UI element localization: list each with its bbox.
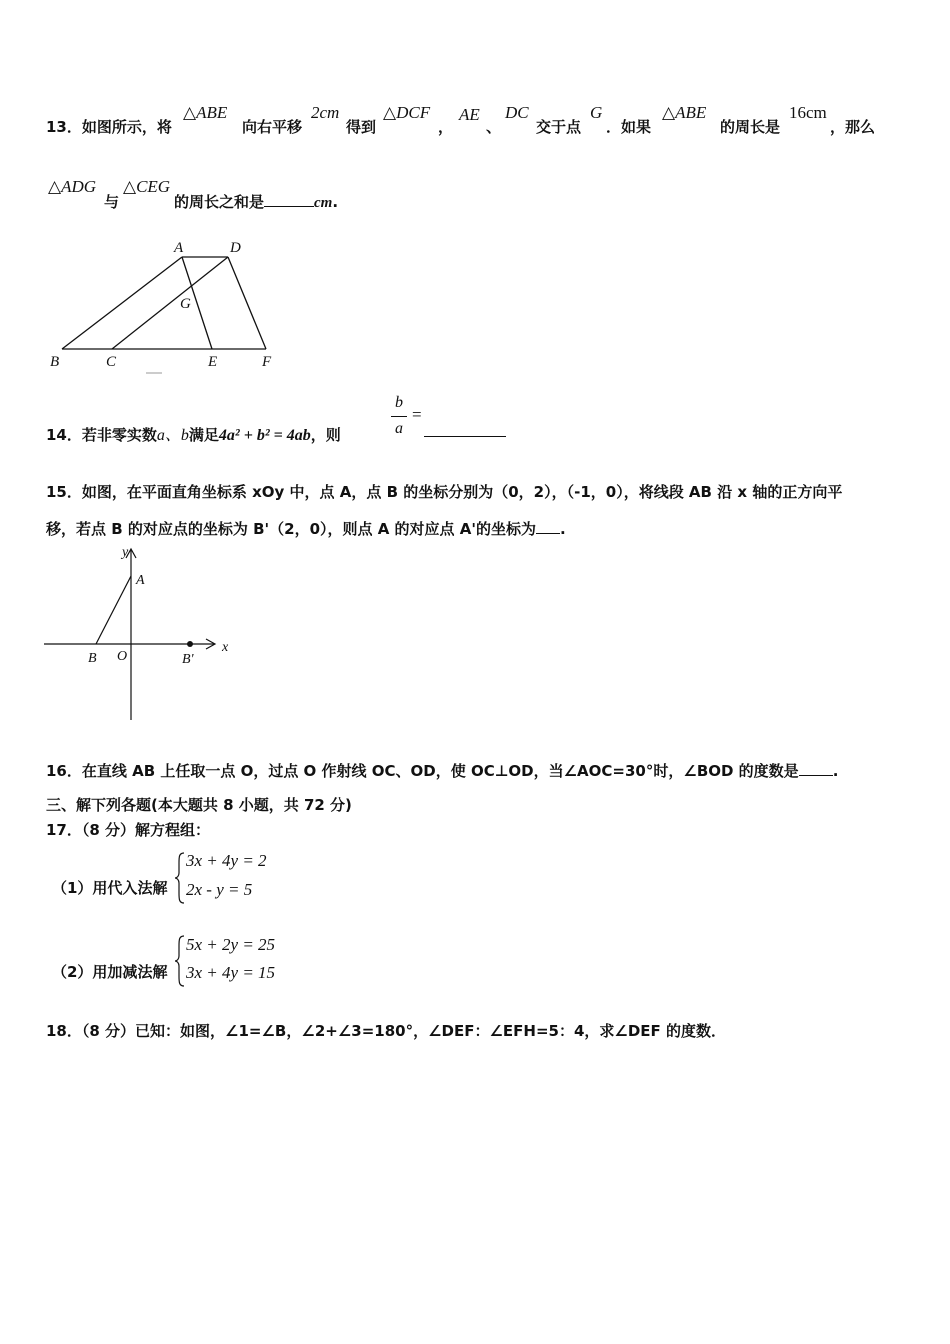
- q13-16cm: 16cm: [789, 103, 827, 122]
- q13-ceg: △CEG: [123, 177, 171, 196]
- q17-part1-label: （1）用代入法解: [52, 879, 168, 897]
- q17-part2-label: （2）用加减法解: [52, 963, 168, 981]
- q13-abe2: △ABE: [662, 103, 707, 122]
- q13-line1: 13．如图所示，将: [46, 118, 172, 136]
- label-d: D: [230, 240, 241, 256]
- q13-text2: 向右平移: [242, 118, 303, 136]
- q13-answer-blank[interactable]: [264, 192, 314, 207]
- q13-text4: 交于点: [536, 118, 582, 136]
- q15-line2: 移，若点 B 的对应点的坐标为 B'（2，0），则点 A 的对应点 A'的坐标为 .: [46, 520, 566, 538]
- q13-figure: [40, 232, 300, 382]
- label-c: C: [106, 354, 117, 370]
- q13-line2-tail: 的周长之和是 cm.: [174, 193, 339, 211]
- q13-dun: 、: [486, 118, 502, 136]
- q15-answer-blank[interactable]: [536, 519, 560, 534]
- label-x: x: [222, 640, 229, 655]
- q17-part1-brace: [174, 851, 186, 905]
- q13-comma: ，: [438, 118, 454, 136]
- q18-line: 18．（8 分）已知：如图，∠1=∠B，∠2+∠3=180°，∠DEF：∠EFH=5：4，求∠DEF 的度数．: [46, 1022, 727, 1040]
- q14-frac-num: b: [395, 394, 403, 411]
- label-b: B: [50, 354, 60, 370]
- q14-frac-bar: [391, 416, 407, 417]
- point-b-prime: [187, 641, 193, 647]
- q13-g: G: [590, 103, 603, 122]
- q13-text8: 与: [104, 193, 120, 211]
- label-b: B: [88, 651, 97, 666]
- label-a: A: [136, 573, 145, 588]
- q13-text5: ．如果: [606, 118, 652, 136]
- q13-text3: 得到: [346, 118, 377, 136]
- label-b-prime: B': [182, 652, 194, 667]
- q14-line: 14．若非零实数a、b满足4a² + b² = 4ab，则: [46, 426, 341, 444]
- segment-ab: [96, 576, 131, 644]
- q14-frac-den: a: [395, 420, 403, 437]
- line-df: [228, 257, 266, 349]
- q17-part2-eq1: 5x + 2y = 25: [186, 935, 276, 954]
- q13-number: 13．: [46, 118, 82, 136]
- label-y: y: [122, 545, 129, 560]
- q14-equals: =: [412, 405, 422, 424]
- q13-text6: 的周长是: [720, 118, 781, 136]
- section-3-title: 三、解下列各题(本大题共 8 小题，共 72 分): [46, 796, 352, 814]
- label-g: G: [180, 296, 191, 312]
- q13-dc: DC: [505, 103, 529, 122]
- q15-line1: 15．如图，在平面直角坐标系 xOy 中，点 A，点 B 的坐标分别为（0，2），（-1，0），将线段 AB 沿 x 轴的正方向平: [46, 483, 843, 501]
- q17-part1-eq1: 3x + 4y = 2: [186, 851, 267, 870]
- q16-answer-blank[interactable]: [799, 761, 833, 776]
- label-o: O: [117, 649, 128, 664]
- q13-dcf: △DCF: [383, 103, 431, 122]
- q17-header: 17．（8 分）解方程组：: [46, 821, 211, 839]
- label-e: E: [208, 354, 218, 370]
- q13-text7: ，那么: [830, 118, 876, 136]
- q17-part1-eq2: 2x - y = 5: [186, 880, 253, 899]
- q13-abe: △ABE: [183, 103, 228, 122]
- q13-2cm: 2cm: [311, 103, 340, 122]
- line-ab: [62, 257, 182, 349]
- q13-adg: △ADG: [48, 177, 97, 196]
- label-a: A: [174, 240, 184, 256]
- q17-part2-eq2: 3x + 4y = 15: [186, 963, 276, 982]
- q15-figure: [40, 542, 240, 724]
- q16-line: 16．在直线 AB 上任取一点 O，过点 O 作射线 OC、OD，使 OC⊥OD，当∠AOC=30°时，∠BOD 的度数是 .: [46, 762, 839, 780]
- q14-answer-blank[interactable]: [424, 422, 506, 437]
- line-cd: [112, 257, 228, 349]
- label-f: F: [262, 354, 272, 370]
- q17-part2-brace: [174, 934, 186, 988]
- q13-ae: AE: [459, 105, 480, 124]
